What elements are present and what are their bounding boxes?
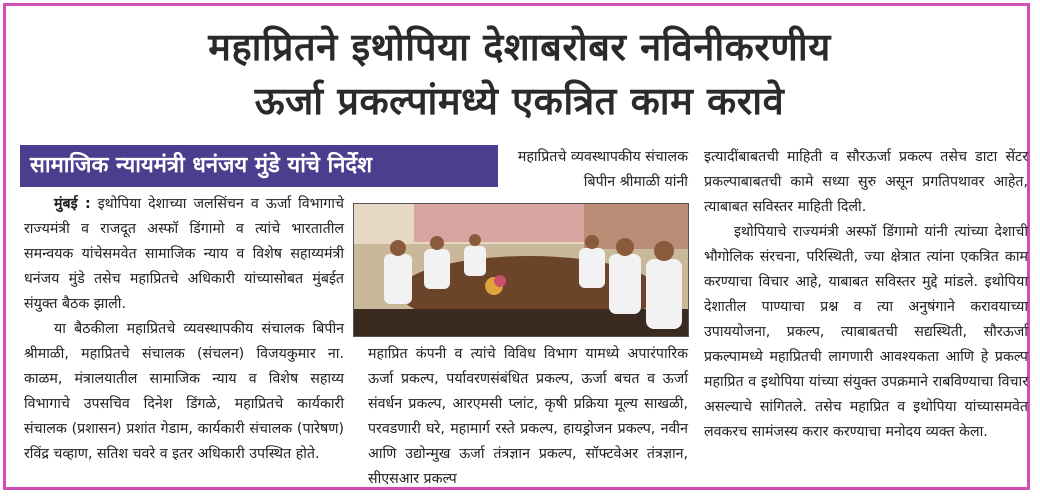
article-column-2-top [502,145,688,195]
article-paragraph: महाप्रितचे व्यवस्थापकीय संचालक बिपीन श्रीमाळी यांनी [517,149,688,190]
subheadline-banner: सामाजिक न्यायमंत्री धनंजय मुंडे यांचे निर्देश [20,145,498,187]
article-paragraph: या बैठकीला महाप्रितचे व्यवस्थापकीय संचालक बिपीन श्रीमाळी, महाप्रितचे संचालक (संचलन) विजयकुमार ना. काळम, मंत्रालयातील सामाजिक न्याय व विशेष सहाय्य विभागाचे उपसचिव दिनेश डिंगळे, महाप्रितचे कार्यकारी संचालक (प्रशासन) प्रशांत गेडाम, कार्यकारी संचालक (पारेषण) रविंद्र चव्हाण, सतिश चवरे व इतर अधिकारी उपस्थित होते. [24,321,344,462]
article-paragraph [24,192,344,317]
article-paragraph: महाप्रित कंपनी व त्यांचे विविध विभाग यामध्ये अपारंपारिक ऊर्जा प्रकल्प, पर्यावरणसंबंधित प्रकल्प, ऊर्जा बचत व ऊर्जा संवर्धन प्रकल्प, आरएमसी प्लांट, कृषी प्रक्रिया मूल्य साखळी, परवडणारी घरे, महामार्ग रस्ते प्रकल्प, हायड्रोजन प्रकल्प, नवीन आणि उद्योन्मुख ऊर्जा तंत्रज्ञान प्रकल्प, सॉफ्टवेअर तंत्रज्ञान, सीएसआर प्रकल्प [368,346,688,487]
article-column-1 [24,192,344,467]
meeting-photo-image [354,204,688,336]
headline-line-2: ऊर्जा प्रकल्पांमध्ये एकत्रित काम करावे [254,79,785,123]
article-column-3 [704,145,1028,445]
article-paragraph: इत्यादींबाबतची माहिती व सौरऊर्जा प्रकल्प तसेच डाटा सेंटर प्रकल्पाबाबतची कामे सध्या सुरु असून प्रगतिपथावर आहेत, त्याबाबत सविस्तर माहिती दिली. [704,149,1028,215]
headline-line-1: महाप्रितने इथोपिया देशाबरोबर नविनीकरणीय [208,25,831,69]
article-clipping [3,3,1030,490]
paragraph-text: इथोपिया देशाच्या जलसिंचन व ऊर्जा विभागाचे राज्यमंत्री व राजदूत अस्फॉ डिंगामो व त्यांचे भारतातील समन्वयक यांचेसमवेत सामाजिक न्याय व विशेष सहाय्यमंत्री धनंजय मुंडे तसेच महाप्रितचे अधिकारी यांच्यासोबत मुंबईत संयुक्त बैठक झाली. [24,196,344,312]
dateline: मुंबई : [54,196,91,212]
article-column-2-bottom [368,342,688,492]
article-paragraph: इथोपियाचे राज्यमंत्री अस्फॉ डिंगामो यांनी त्यांच्या देशाची भौगोलिक संरचना, परिस्थिती, ज्या क्षेत्रात त्यांना एकत्रित काम करण्याचा विचार आहे, याबाबत सविस्तर मुद्दे मांडले. इथोपिया देशातील पाण्याचा प्रश्न व त्या अनुषंगाने करावयाच्या उपाययोजना, प्रकल्प, त्याबाबतची सद्यस्थिती, सौरऊर्जा प्रकल्पामध्ये महाप्रितची लागणारी आवश्यकता आणि हे प्रकल्प महाप्रित व इथोपिया यांच्या संयुक्त उपक्रमाने राबविण्याचा विचार असल्याचे सांगितले. तसेच महाप्रित व इथोपिया यांच्यासमवेत लवकरच सामंजस्य करार करण्याचा मनोदय व्यक्त केला. [704,224,1028,440]
meeting-photo [353,203,689,337]
